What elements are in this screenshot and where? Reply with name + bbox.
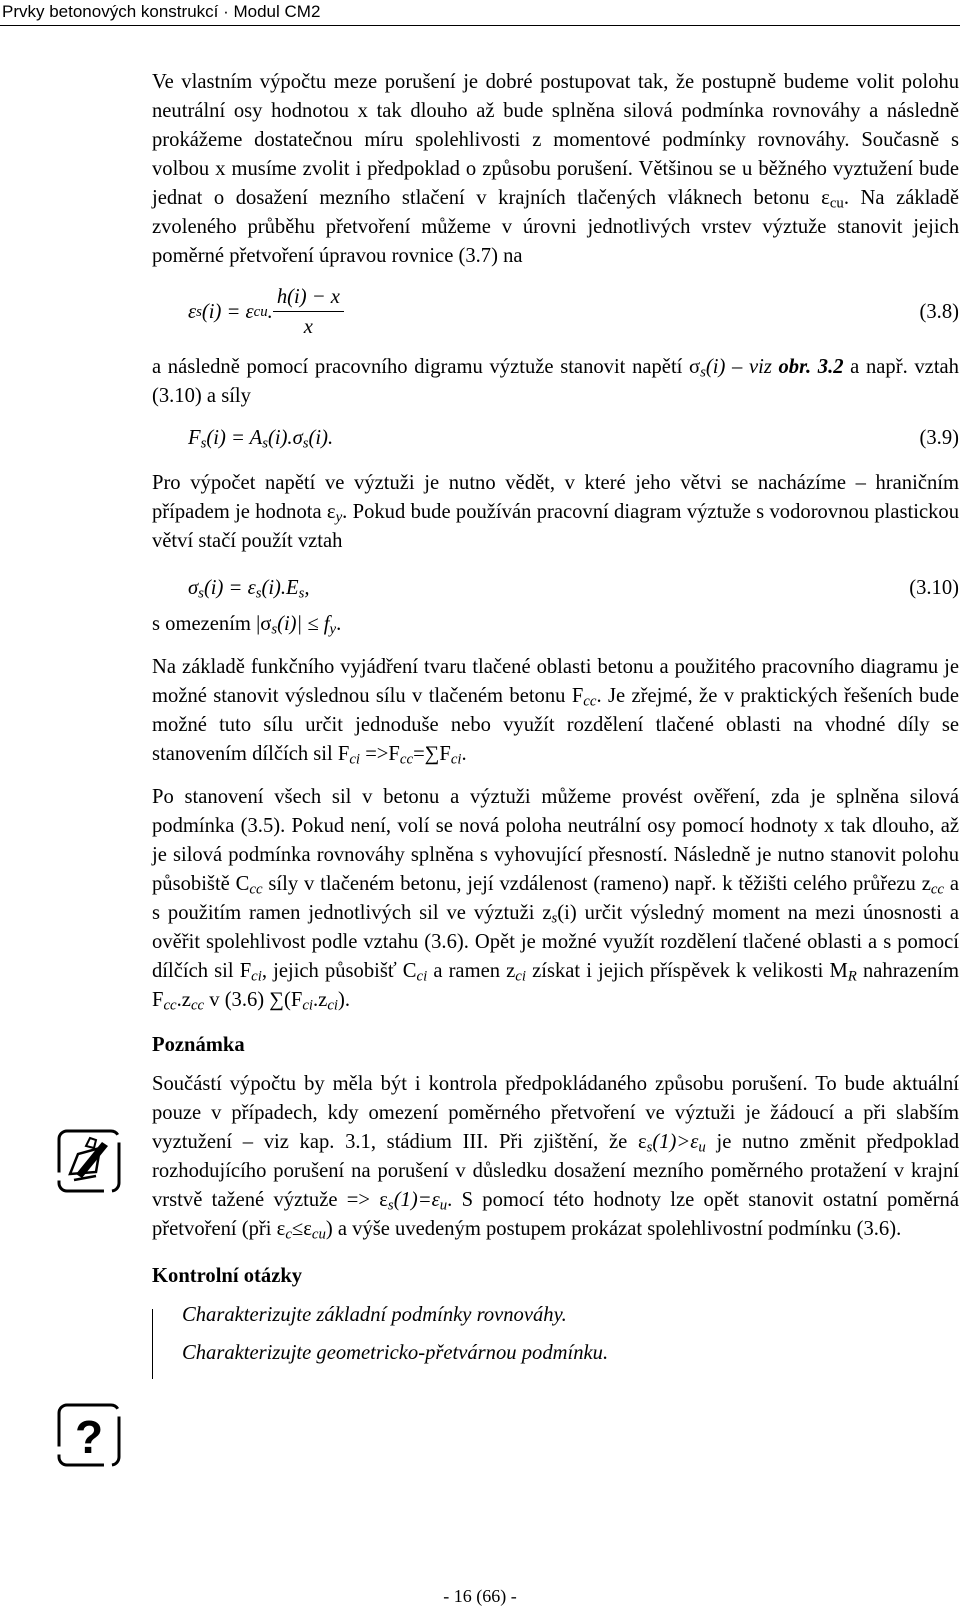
- equation-3-8: ε s (i) = ε cu . $\frac{h(i) - x}{x}$ (3.8): [152, 271, 959, 353]
- equation-number: (3.10): [909, 576, 959, 599]
- question-item: Charakterizujte geometricko-přetvárnou podmínku.: [182, 1342, 609, 1364]
- limit-condition: s omezením $|\sigma_s(i)| \le f_y$.: [152, 613, 342, 638]
- questions-divider: [152, 1309, 153, 1379]
- questions-list: [152, 1301, 959, 1368]
- paragraph-branch: Pro výpočet napětí ve výztuži je nutno vědět, v které jeho větvi se nacházíme – hraničním případem je hodnota $\varepsilon_y$. Pokud bude používán pracovní diagram výztuže s vodorovnou plastickou větví stačí použít vztah: [152, 472, 959, 552]
- paragraph-verification: Po stanovení všech sil v betonu a výztuži můžeme provést ověření, zda je splněna silová podmínka (3.5). Pokud není, volí se nová poloha neutrální osy pomocí hodnoty x tak dlouho, až je silová podmínka rovnováhy splněna s vyhovující přesností. Následně je nutno stanovit polohu působiště $C_{cc}$ síly v tlačeném betonu, její vzdálenost (rameno) např. k těžišti celého průřezu $z_{cc}$ a s použitím ramen jednotlivých sil ve výztuži $z_s(i)$ určit výsledný moment na mezi únosnosti a ověřit spolehlivost podle vztahu (3.6). Opět je možné využít rozdělení tlačené oblasti a s pomocí dílčích sil $F_{ci}$, jejich působišť $C_{ci}$ a ramen $z_{ci}$ získat i jejich příspěvek k velikosti $M_R$ nahrazením $F_{cc}.z_{cc}$ v (3.6) $\sum(F_{ci}.z_{ci})$.: [152, 786, 960, 1014]
- paragraph-concrete-force: Na základě funkčního vyjádření tvaru tlačené oblasti betonu a použitého pracovního diagramu je možné stanovit výslednou sílu v tlačeném betonu $F_{cc}$. Je zřejmé, že v praktických řešeních bude možné tuto sílu určit jednoduše nebo využít rozdělení tlačené oblasti na vhodné díly se stanovením dílčích sil $F_{ci} =>F_{cc}=\sum F_{ci}$.: [152, 656, 959, 768]
- paragraph-stress: a následně pomocí pracovního digramu výztuže stanovit napětí $\sigma_s(i)$ – viz obr. 3.2 a např. vztah (3.10) a síly: [152, 356, 959, 407]
- paragraph-intro: Ve vlastním výpočtu meze porušení je dobré postupovat tak, že postupně budeme volit polohu neutrální osy hodnotou x tak dlouho až bude splněna silová podmínka rovnováhy a následně prokážeme dostatečnou míru spolehlivosti z momentové podmínky rovnováhy. Současně s volbou x musíme zvolit i předpoklad o způsobu porušení. Většinou se u běžného vyztužení bude jednat o dosažení mezního stlačení v krajních tlačených vláknech betonu $\varepsilon_{cu}$. Na základě zvoleného průběhu přetvoření můžeme v úrovni jednotlivých vrstev výztuže stanovit jejich poměrné přetvoření úpravou rovnice (3.7) na: [152, 71, 959, 267]
- page-header: [0, 0, 960, 26]
- page-number: - 16 (66) -: [443, 1586, 517, 1606]
- equation-number: (3.9): [919, 426, 959, 449]
- note-heading: Poznámka: [152, 1034, 245, 1056]
- equation-fraction: $\frac{h(i) - x}{x}$: [273, 283, 344, 342]
- equation-3-10: $\sigma_s(i) = \varepsilon_s(i).E_s$, (3.10): [152, 568, 959, 608]
- questions-heading: Kontrolní otázky: [152, 1265, 303, 1287]
- header-title: Prvky betonových konstrukcí · Modul CM2: [2, 2, 321, 21]
- note-text: Součástí výpočtu by měla být i kontrola předpokládaného způsobu porušení. To bude aktuální pouze v případech, kdy omezení poměrného přetvoření ve výztuži je žádoucí a při slabším vyztužení – viz kap. 3.1, stádium III. Při zjištění, že $\varepsilon_s(1)>\varepsilon_u$ je nutno změnit předpoklad rozhodujícího porušení na porušení v důsledku dosažení mezního poměrného protažení v krajní vrstvě tažené výztuže => $\varepsilon_s(1)=\varepsilon_u$. S pomocí této hodnoty lze opět stanovit ostatní poměrná přetvoření (při $\varepsilon_c\le\varepsilon_{cu}$) a výše uvedeným postupem prokázat spolehlivostní podmínku (3.6).: [152, 1073, 959, 1243]
- equation-3-9: $F_s(i) = A_s(i).\sigma_s(i)$. (3.9): [152, 421, 959, 455]
- note-pencil-icon: [56, 1128, 122, 1194]
- page-content: [152, 68, 959, 1377]
- equation-number: (3.8): [919, 300, 959, 323]
- svg-text:?: ?: [74, 1411, 104, 1463]
- question-mark-icon: [56, 1402, 122, 1468]
- question-item: Charakterizujte základní podmínky rovnováhy.: [182, 1304, 567, 1326]
